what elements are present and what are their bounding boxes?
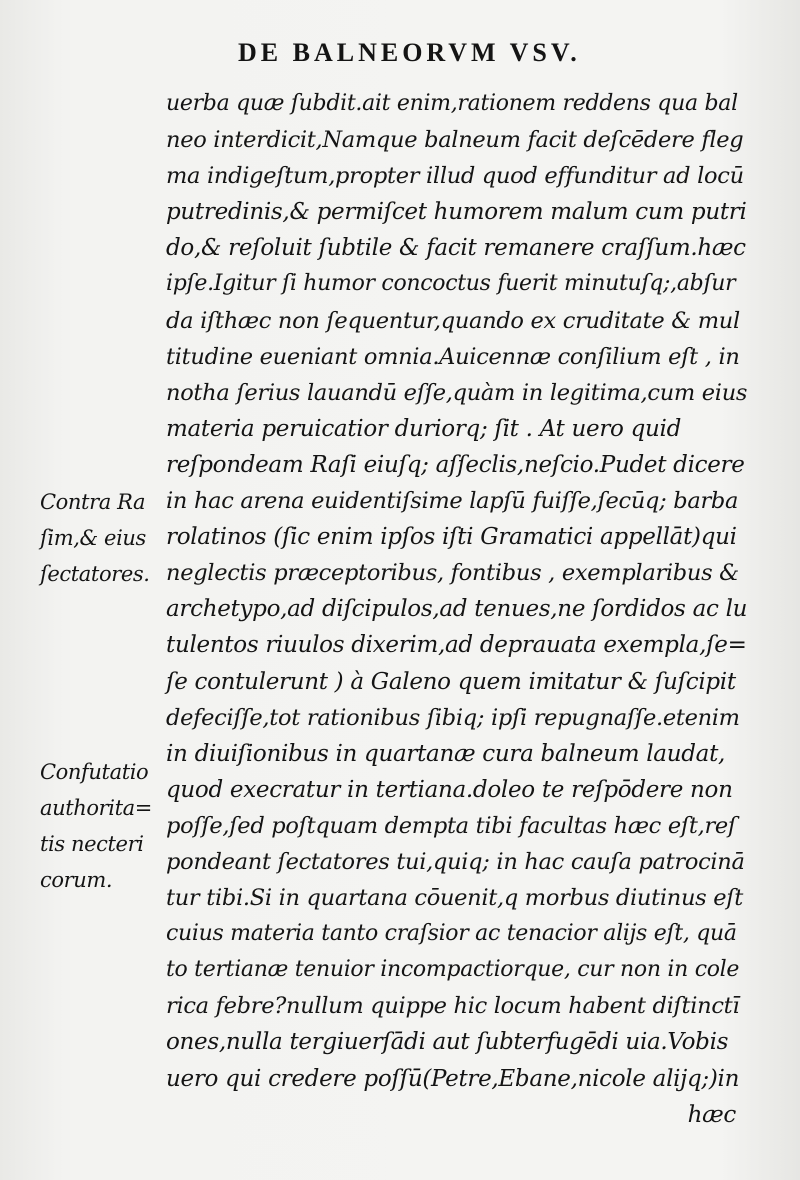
text-line: defeciſſe,tot rationibus ſibiq; ipſi repugnaſſe.etenim: [166, 704, 740, 731]
text-line: in hac arena euidentiſsime lapſū fuiſſe,ſecūq; barba: [166, 488, 739, 515]
text-line: ones,nulla tergiuerſādi aut ſubterfugēdi uia.Vobis: [166, 1029, 729, 1056]
text-line: uero qui credere poſſū(Petre,Ebane,nicole alijq;)in: [166, 1065, 740, 1092]
text-line: pondeant ſectatores tui,quiq; in hac cauſa patrocinā: [166, 848, 745, 875]
text-line: materia peruicatior duriorq; ſit . At uero quid: [166, 415, 682, 442]
text-line: cuius materia tanto craſsior ac tenacior alijs eſt, quā: [166, 921, 737, 947]
text-line: tulentos riuulos dixerim,ad deprauata exempla,ſe=: [166, 632, 747, 659]
text-line: reſpondeam Raſi eiuſq; aſſeclis,neſcio.Pudet dicere: [166, 451, 745, 478]
text-line: rolatinos (ſic enim ipſos iſti Gramatici appellāt)qui: [166, 524, 737, 551]
margin-note-line: Confutatio: [40, 760, 149, 784]
margin-note-line: ſectatores.: [40, 562, 150, 586]
text-line: quod execratur in tertiana.doleo te reſpōdere non: [166, 776, 733, 803]
text-line: da iſthæc non ſequentur,quando ex cruditate & mul: [166, 307, 740, 334]
text-line: ipſe.Igitur ſi humor concoctus fuerit minutuſq;,abſur: [166, 271, 736, 297]
text-line: titudine eueniant omnia.Auicennæ conſilium eſt , in: [166, 343, 740, 370]
text-line: ma indigeſtum,propter illud quod effunditur ad locū: [166, 163, 744, 190]
text-line: do,& reſoluit ſubtile & facit remanere craſſum.hæc: [166, 235, 746, 262]
running-header: DE BALNEORVM VSV.: [238, 38, 581, 67]
text-line: rica febre?nullum quippe hic locum habent diſtinctī: [166, 993, 740, 1020]
text-line: tur tibi.Si in quartana cōuenit,q morbus diutinus eſt: [166, 885, 744, 912]
text-line: poſſe,ſed poſtquam dempta tibi facultas hæc eſt,reſ: [166, 812, 736, 839]
text-line: neo interdicit,Namque balneum facit deſcēdere fleg: [166, 127, 744, 154]
text-line: hæc: [687, 1101, 736, 1128]
margin-note-line: tis necteri: [40, 832, 144, 856]
text-line: notha ſerius lauandū eſſe,quàm in legitima,cum eius: [166, 379, 748, 406]
text-line: uerba quæ ſubdit.ait enim,rationem reddens qua bal: [166, 91, 738, 116]
text-line: neglectis præceptoribus, fontibus , exemplaribus &: [166, 560, 739, 587]
margin-note-line: ſim,& eius: [40, 526, 146, 550]
margin-note-line: corum.: [40, 868, 113, 892]
margin-note-line: Contra Ra: [40, 490, 146, 514]
text-line: ſe contulerunt ) à Galeno quem imitatur & ſuſcipit: [166, 668, 736, 695]
text-line: in diuiſionibus in quartanæ cura balneum laudat,: [166, 740, 726, 767]
margin-note-contra-rasim: [40, 484, 165, 592]
main-text-block: [166, 86, 746, 1133]
text-line: archetypo,ad diſcipulos,ad tenues,ne ſordidos ac lu: [166, 596, 748, 623]
text-line: to tertianæ tenuior incompactiorque, cur non in cole: [166, 957, 740, 983]
margin-note-confutatio: [40, 754, 165, 898]
margin-note-line: authorita=: [40, 796, 152, 820]
text-line: putredinis,& permiſcet humorem malum cum putri: [166, 199, 747, 226]
